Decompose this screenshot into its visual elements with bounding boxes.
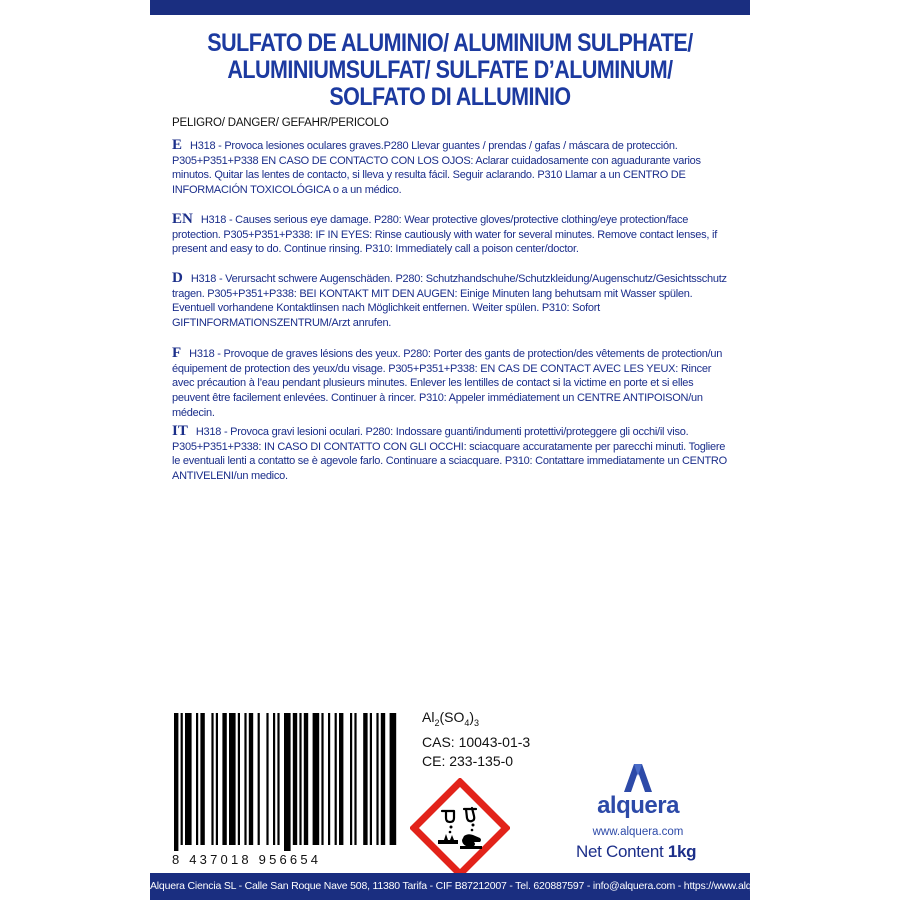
- barcode-bar: [390, 713, 397, 845]
- lang-code: IT: [172, 423, 188, 439]
- barcode-bar: [313, 713, 320, 845]
- barcode-bar: [258, 713, 260, 845]
- net-content: [576, 842, 696, 862]
- title-line-3: SOLFATO DI ALLUMINIO: [329, 83, 571, 111]
- barcode-bar: [354, 713, 356, 845]
- net-content-value: 1kg: [667, 842, 697, 861]
- barcode-bar: [304, 713, 308, 845]
- barcode-bar: [266, 713, 268, 845]
- footer-band: [150, 873, 794, 900]
- barcode-bar: [185, 713, 192, 845]
- barcode-bar: [299, 713, 301, 845]
- lang-code: D: [172, 270, 183, 286]
- barcode-number: 8 437018 956654: [172, 852, 322, 867]
- section-it: [172, 424, 732, 484]
- product-title: [201, 30, 700, 111]
- barcode-bar: [244, 713, 246, 845]
- barcode-bar: [376, 713, 378, 845]
- title-line-2: ALUMINIUMSULFAT/ SULFATE D’ALUMINUM/: [227, 56, 673, 84]
- net-content-label: Net Content: [576, 842, 664, 861]
- section-text: H318 - Provoca gravi lesioni oculari. P280: Indossare guanti/indumenti protettivi/proteggere gli occhi/il viso. P305+P351+P338: IN CASO DI CONTATTO CON GLI OCCHI: sciacquare accuratamente per parecchi minuti. Togliere le eventuali lenti a contatto se è agevole farlo. Continuare a sciacquare. P310: Contattare immediatamente un CENTRO ANTIVELENI/un medico.: [172, 426, 727, 483]
- barcode-bar: [335, 713, 337, 845]
- lang-code: E: [172, 137, 183, 153]
- lang-code: EN: [172, 211, 193, 227]
- section-de: [172, 271, 732, 331]
- title-line-1: SULFATO DE ALUMINIO/ ALUMINIUM SULPHATE/: [207, 29, 693, 57]
- barcode-bar: [277, 713, 279, 845]
- barcode-bar: [273, 713, 275, 845]
- barcode-bar: [363, 713, 367, 845]
- barcode-bar: [174, 713, 178, 851]
- barcode-bar: [229, 713, 236, 845]
- section-fr: [172, 346, 732, 421]
- barcode-bar: [181, 713, 183, 845]
- barcode-bar: [216, 713, 218, 845]
- ce-number: CE: 233-135-0: [422, 752, 514, 769]
- barcode-bars: [170, 713, 402, 851]
- barcode-bar: [339, 713, 343, 845]
- barcode-bar: [249, 713, 253, 845]
- section-text: H318 - Provoque de graves lésions des yeux. P280: Porter des gants de protection/des vêtements de protection/un équipement de protection des yeux/du visage. P305+P351+P338: EN CAS DE CONTACT AVEC LES YEUX: Rincer avec précaution à l’eau pendant plusieurs minutes. Enlever les lentilles de contact si la victime en porte et si elles peuvent être facilement enlevées. Continuer à rincer. P310: Appeler immédiatement un CENTRE ANTIPOISON/un médecin.: [172, 348, 723, 419]
- logo-name: alquera: [597, 792, 679, 819]
- cas-number: CAS: 10043-01-3: [422, 733, 531, 750]
- chemical-formula: $Al_2(SO_4)_3$: [422, 709, 480, 728]
- signal-word: PELIGRO/ DANGER/ GEFAHR/PERICOLO: [172, 117, 389, 129]
- section-text: H318 - Verursacht schwere Augenschäden. P280: Schutzhandschuhe/Schutzkleidung/Augenschutz/Gesichtsschutz tragen. P305+P351+P338: BEI KONTAKT MIT DEN AUGEN: Einige Minuten lang behutsam mit Wasser spülen. Eventuell vorhandene Kontaktlinsen nach Möglichkeit entfernen. Weiter spülen. P310: Sofort GIFTINFORMATIONSZENTRUM/Arzt anrufen.: [172, 273, 727, 330]
- barcode-bar: [284, 713, 291, 851]
- logo-url: www.alquera.com: [592, 826, 684, 838]
- barcode-bar: [196, 713, 198, 845]
- section-en: [172, 212, 732, 257]
- barcode-bar: [293, 713, 297, 845]
- barcode-bar: [211, 713, 213, 845]
- barcode-bar: [350, 713, 352, 845]
- barcode: [170, 713, 402, 851]
- section-es: [172, 138, 732, 198]
- barcode-bar: [381, 713, 385, 845]
- section-text: H318 - Provoca lesiones oculares graves.P280 Llevar guantes / prendas / gafas / máscara de protección. P305+P351+P338 EN CASO DE CONTACTO CON LOS OJOS: Aclarar cuidadosamente con aguadurante varios minutos. Quitar las lentes de contacto, si lleva y resulta fácil. Seguir aclarando. P310 Llamar a un CENTRO DE INFORMACIÓN TOXICOLÓGICA o a un médico.: [172, 140, 701, 197]
- chemical-info: [422, 708, 530, 771]
- barcode-bar: [200, 713, 204, 845]
- barcode-bar: [238, 713, 240, 845]
- footer-text: Alquera Ciencia SL - Calle San Roque Nave 508, 11380 Tarifa - CIF B87212007 - Tel. 620887597 - info@alquera.com - https://www.alquera.com: [150, 880, 794, 892]
- ghs05-corrosion-icon: [410, 778, 510, 878]
- barcode-bar: [370, 713, 372, 845]
- top-band: [150, 0, 750, 15]
- lang-code: F: [172, 345, 182, 361]
- barcode-bar: [222, 713, 226, 845]
- barcode-bar: [328, 713, 330, 845]
- barcode-bar: [321, 713, 323, 845]
- section-text: H318 - Causes serious eye damage. P280: Wear protective gloves/protective clothing/eye protection/face protection. P305+P351+P338: IF IN EYES: Rinse cautiously with water for several minutes. Remove contact lenses, if present and easy to do. Continue rinsing. P310: Immediately call a poison center/doctor.: [172, 214, 718, 256]
